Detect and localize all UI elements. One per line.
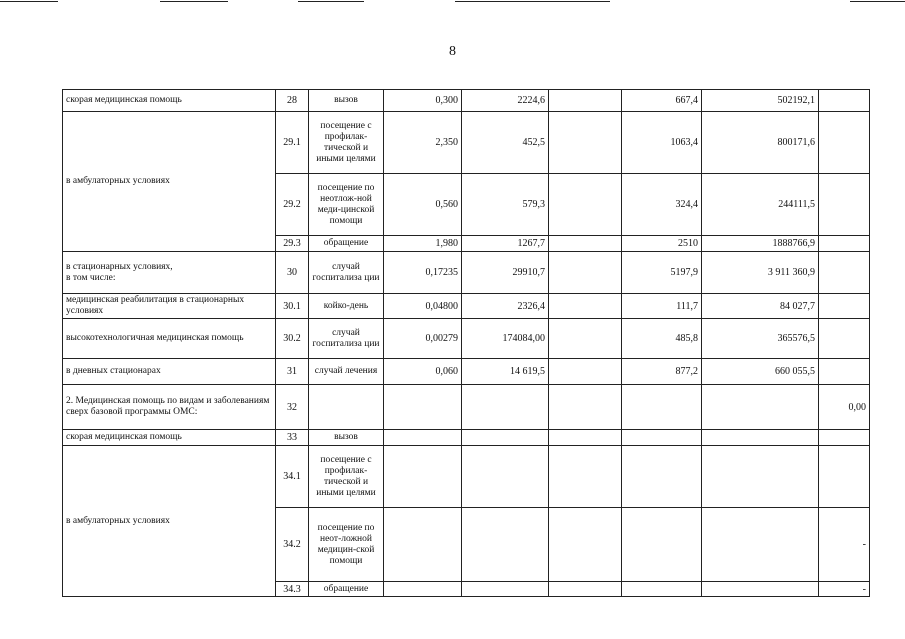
empty-cell	[462, 508, 549, 582]
total-cell: 3 911 360,9	[702, 252, 819, 294]
row-name: 2. Медицинская помощь по видам и заболеваниям сверх базовой программы ОМС:	[63, 385, 276, 430]
per-capita-cell: 1063,4	[622, 112, 702, 174]
empty-cell	[549, 319, 622, 359]
row-name: в дневных стационарах	[63, 359, 276, 385]
row-code: 30.2	[276, 319, 309, 359]
per-capita-cell: 877,2	[622, 359, 702, 385]
row-unit: посещение с профилак-тической и иными целями	[309, 112, 384, 174]
row-name: в амбулаторных условиях	[63, 112, 276, 252]
empty-cell	[819, 359, 870, 385]
table-row	[63, 319, 870, 359]
top-rule	[298, 1, 364, 2]
norm-cell: 1,980	[384, 236, 462, 252]
empty-cell	[819, 90, 870, 112]
per-capita-cell: 324,4	[622, 174, 702, 236]
top-rule	[0, 1, 58, 2]
table-row	[63, 446, 870, 508]
page-number: 8	[449, 44, 456, 59]
row-code: 29.1	[276, 112, 309, 174]
top-rule	[160, 1, 228, 2]
total-cell: 800171,6	[702, 112, 819, 174]
empty-cell	[549, 446, 622, 508]
value-cell: 0,00	[819, 385, 870, 430]
row-unit: обращение	[309, 236, 384, 252]
table-row	[63, 252, 870, 294]
empty-cell	[549, 582, 622, 597]
row-code: 29.3	[276, 236, 309, 252]
row-unit: посещение по неотлож-ной меди-цинской помощи	[309, 174, 384, 236]
dash-mark: -	[819, 508, 870, 582]
row-code: 34.1	[276, 446, 309, 508]
row-name: медицинская реабилитация в стационарных условиях	[63, 294, 276, 319]
dash-mark: -	[819, 582, 870, 597]
row-unit: случай лечения	[309, 359, 384, 385]
cost-cell: 2224,6	[462, 90, 549, 112]
empty-cell	[549, 294, 622, 319]
empty-cell	[384, 430, 462, 446]
row-name: скорая медицинская помощь	[63, 430, 276, 446]
per-capita-cell: 667,4	[622, 90, 702, 112]
row-code: 31	[276, 359, 309, 385]
empty-cell	[462, 430, 549, 446]
norm-cell: 0,17235	[384, 252, 462, 294]
empty-cell	[384, 385, 462, 430]
row-code: 34.3	[276, 582, 309, 597]
total-cell: 84 027,7	[702, 294, 819, 319]
table-row	[63, 294, 870, 319]
norm-cell: 0,00279	[384, 319, 462, 359]
total-cell: 1888766,9	[702, 236, 819, 252]
row-unit: вызов	[309, 430, 384, 446]
per-capita-cell: 111,7	[622, 294, 702, 319]
empty-cell	[622, 508, 702, 582]
empty-cell	[819, 112, 870, 174]
top-rule	[850, 1, 905, 2]
empty-cell	[549, 112, 622, 174]
row-name: высокотехнологичная медицинская помощь	[63, 319, 276, 359]
empty-cell	[549, 385, 622, 430]
empty-cell	[462, 446, 549, 508]
empty-cell	[819, 430, 870, 446]
table-row	[63, 112, 870, 174]
empty-cell	[384, 508, 462, 582]
norm-cell: 0,060	[384, 359, 462, 385]
cost-cell: 1267,7	[462, 236, 549, 252]
empty-cell	[622, 582, 702, 597]
row-name: скорая медицинская помощь	[63, 90, 276, 112]
empty-cell	[702, 582, 819, 597]
empty-cell	[549, 359, 622, 385]
empty-cell	[462, 582, 549, 597]
table-row	[63, 430, 870, 446]
empty-cell	[702, 446, 819, 508]
row-code: 28	[276, 90, 309, 112]
empty-cell	[384, 446, 462, 508]
row-unit: вызов	[309, 90, 384, 112]
row-code: 33	[276, 430, 309, 446]
empty-cell	[819, 174, 870, 236]
empty-cell	[549, 252, 622, 294]
total-cell: 365576,5	[702, 319, 819, 359]
row-code: 30	[276, 252, 309, 294]
per-capita-cell: 5197,9	[622, 252, 702, 294]
row-name-line: в том числе:	[66, 272, 116, 283]
per-capita-cell: 2510	[622, 236, 702, 252]
row-name	[63, 252, 276, 294]
empty-cell	[702, 508, 819, 582]
norm-cell: 0,560	[384, 174, 462, 236]
empty-cell	[819, 446, 870, 508]
cost-cell: 2326,4	[462, 294, 549, 319]
row-name-line: в стационарных условиях,	[66, 261, 173, 272]
empty-cell	[622, 446, 702, 508]
top-rule	[455, 1, 610, 2]
norm-cell: 0,300	[384, 90, 462, 112]
empty-cell	[622, 430, 702, 446]
empty-cell	[702, 385, 819, 430]
row-unit: обращение	[309, 582, 384, 597]
empty-cell	[819, 319, 870, 359]
norm-cell: 2,350	[384, 112, 462, 174]
norm-cell: 0,04800	[384, 294, 462, 319]
table-row	[63, 359, 870, 385]
total-cell: 244111,5	[702, 174, 819, 236]
empty-cell	[549, 430, 622, 446]
cost-cell: 452,5	[462, 112, 549, 174]
table-row	[63, 90, 870, 112]
empty-cell	[819, 236, 870, 252]
data-table	[62, 89, 870, 597]
cost-cell: 174084,00	[462, 319, 549, 359]
row-unit: посещение по неот-ложной медицин-ской помощи	[309, 508, 384, 582]
cost-cell: 579,3	[462, 174, 549, 236]
row-code: 30.1	[276, 294, 309, 319]
empty-cell	[819, 294, 870, 319]
empty-cell	[549, 508, 622, 582]
empty-cell	[309, 385, 384, 430]
row-code: 29.2	[276, 174, 309, 236]
empty-cell	[462, 385, 549, 430]
empty-cell	[622, 385, 702, 430]
row-unit: койко-день	[309, 294, 384, 319]
empty-cell	[549, 174, 622, 236]
row-code: 32	[276, 385, 309, 430]
empty-cell	[702, 430, 819, 446]
per-capita-cell: 485,8	[622, 319, 702, 359]
empty-cell	[384, 582, 462, 597]
row-unit: случай госпитализа ции	[309, 252, 384, 294]
total-cell: 660 055,5	[702, 359, 819, 385]
table-row	[63, 385, 870, 430]
row-unit: посещение с профилак-тической и иными целями	[309, 446, 384, 508]
cost-cell: 14 619,5	[462, 359, 549, 385]
cost-cell: 29910,7	[462, 252, 549, 294]
empty-cell	[549, 90, 622, 112]
empty-cell	[819, 252, 870, 294]
row-name: в амбулаторных условиях	[63, 446, 276, 597]
total-cell: 502192,1	[702, 90, 819, 112]
row-unit: случай госпитализа ции	[309, 319, 384, 359]
row-code: 34.2	[276, 508, 309, 582]
empty-cell	[549, 236, 622, 252]
